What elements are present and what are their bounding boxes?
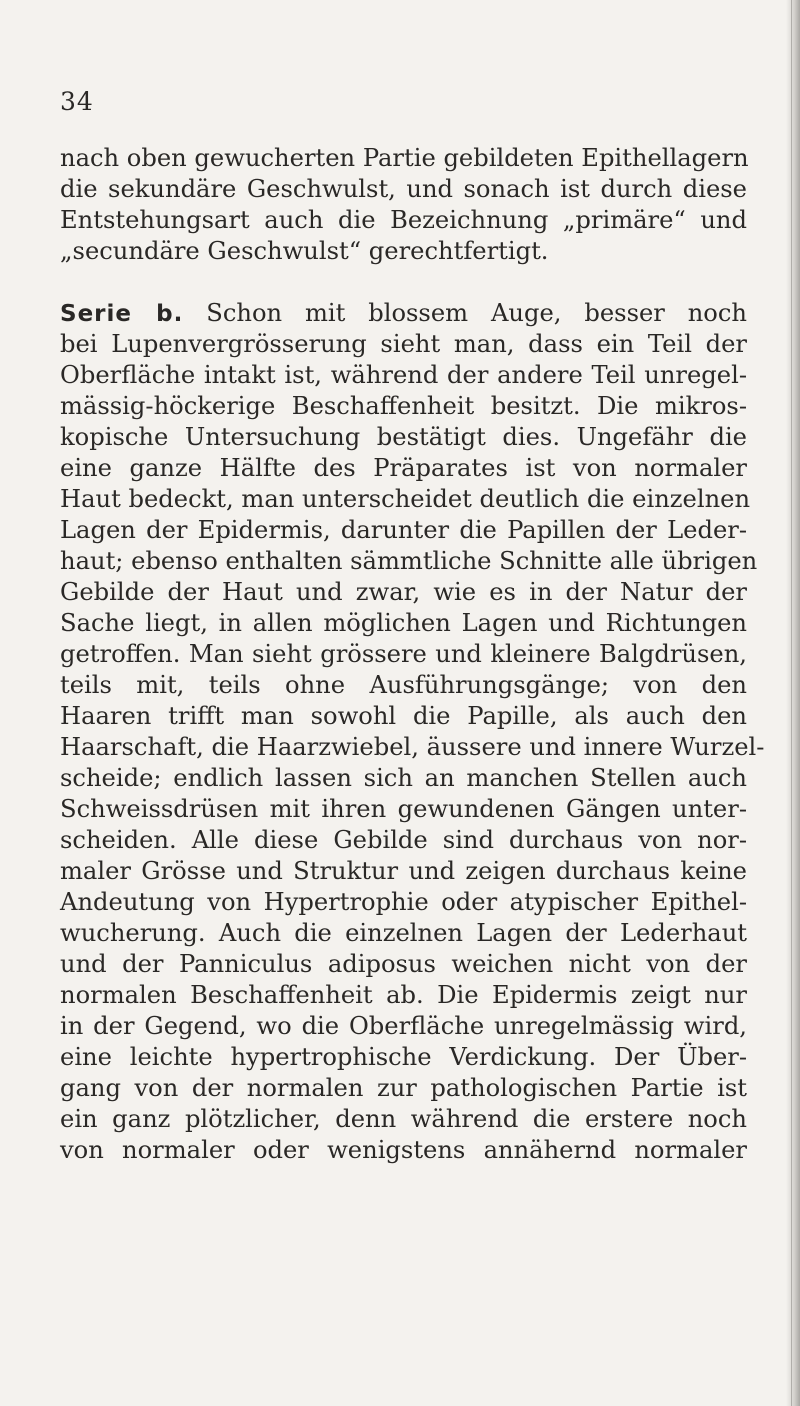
text-line: gang von der normalen zur pathologischen Partie ist	[60, 1074, 747, 1102]
text-line: scheiden. Alle diese Gebilde sind durchaus von nor-	[60, 826, 747, 854]
text-line: Andeutung von Hypertrophie oder atypischer Epithel-	[60, 888, 747, 916]
series-heading-rest: Schon mit blossem Auge, besser noch	[206, 299, 747, 327]
scan-page-edge	[786, 0, 800, 1406]
text-line: haut; ebenso enthalten sämmtliche Schnitte alle übrigen	[60, 547, 758, 575]
series-heading-line	[60, 298, 747, 330]
text-line: teils mit, teils ohne Ausführungsgänge; von den	[60, 671, 747, 699]
text-line: scheide; endlich lassen sich an manchen Stellen auch	[60, 764, 747, 792]
text-line: von normaler oder wenigstens annähernd normaler	[60, 1136, 747, 1164]
text-line: Haut bedeckt, man unterscheidet deutlich die einzelnen	[60, 485, 751, 513]
page-number: 34	[60, 87, 94, 116]
text-line: die sekundäre Geschwulst, und sonach ist durch diese	[60, 175, 747, 203]
text-line: Entstehungsart auch die Bezeichnung „primäre“ und	[60, 206, 747, 234]
text-line: nach oben gewucherten Partie gebildeten Epithellagern	[60, 144, 749, 172]
text-line: wucherung. Auch die einzelnen Lagen der Lederhaut	[60, 919, 747, 947]
scan-edge-line	[791, 0, 792, 1406]
text-line: Sache liegt, in allen möglichen Lagen und Richtungen	[60, 609, 747, 637]
text-line: mässig-höckerige Beschaffenheit besitzt. Die mikros-	[60, 392, 747, 420]
text-line: kopische Untersuchung bestätigt dies. Ungefähr die	[60, 423, 747, 451]
text-line: in der Gegend, wo die Oberfläche unregelmässig wird,	[60, 1012, 747, 1040]
text-line: getroffen. Man sieht grössere und kleinere Balgdrüsen,	[60, 640, 747, 668]
text-line: Lagen der Epidermis, darunter die Papillen der Leder-	[60, 516, 747, 544]
text-line: Oberfläche intakt ist, während der andere Teil unregel-	[60, 361, 747, 389]
text-line: eine ganze Hälfte des Präparates ist von normaler	[60, 454, 747, 482]
text-line: Gebilde der Haut und zwar, wie es in der Natur der	[60, 578, 747, 606]
text-line: ein ganz plötzlicher, denn während die erstere noch	[60, 1105, 747, 1133]
text-line: Schweissdrüsen mit ihren gewundenen Gängen unter-	[60, 795, 747, 823]
text-line: Haarschaft, die Haarzwiebel, äussere und innere Wurzel-	[60, 733, 765, 761]
text-line: und der Panniculus adiposus weichen nicht von der	[60, 950, 747, 978]
text-line: eine leichte hypertrophische Verdickung. Der Über-	[60, 1043, 747, 1071]
text-line: bei Lupenvergrösserung sieht man, dass ein Teil der	[60, 330, 747, 358]
series-heading: Serie b.	[60, 301, 184, 327]
text-line: Haaren trifft man sowohl die Papille, als auch den	[60, 702, 747, 730]
text-line: maler Grösse und Struktur und zeigen durchaus keine	[60, 857, 747, 885]
text-line: normalen Beschaffenheit ab. Die Epidermis zeigt nur	[60, 981, 747, 1009]
text-line: „secundäre Geschwulst“ gerechtfertigt.	[60, 237, 549, 265]
